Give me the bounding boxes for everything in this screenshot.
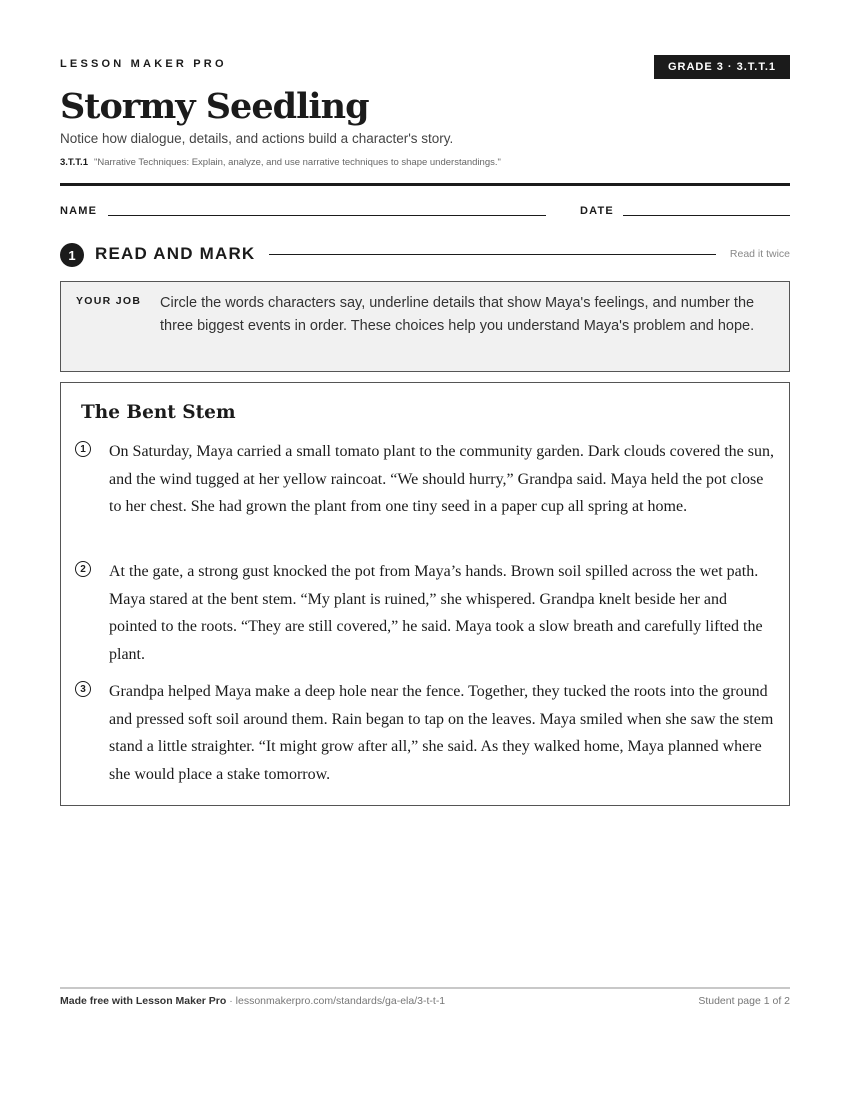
footer-link[interactable]: · lessonmakerpro.com/standards/ga-ela/3-t-t-1 bbox=[226, 995, 446, 1007]
standard-line bbox=[60, 157, 501, 168]
standard-code: 3.T.T.1 bbox=[60, 157, 88, 168]
paragraph-text: On Saturday, Maya carried a small tomato plant to the community garden. Dark clouds covered the sun, and the wind tugged at her yellow raincoat. “We should hurry,” Grandpa said. Maya held the pot close to her chest. She had grown the plant from one tiny seed in a paper cup all spring at home. bbox=[109, 443, 774, 515]
page-subtitle: Notice how dialogue, details, and actions build a character's story. bbox=[60, 131, 454, 146]
footer-divider bbox=[60, 987, 790, 989]
date-field[interactable] bbox=[623, 215, 790, 216]
paragraph-text: Grandpa helped Maya make a deep hole near the fence. Together, they tucked the roots into the ground and pressed soft soil around them. Rain began to tap on the leaves. Maya smiled when she saw the stem stand a little straighter. “It might grow after all,” she said. As they walked home, Maya planned where she would place a stake tomorrow. bbox=[109, 683, 774, 783]
footer-page-number: Student page 1 of 2 bbox=[698, 995, 790, 1007]
paragraph-text: At the gate, a strong gust knocked the pot from Maya’s hands. Brown soil spilled across the wet path. Maya stared at the bent stem. “My plant is ruined,” she whispered. Grandpa knelt beside her and pointed to the roots. “They are still covered,” he said. Maya took a slow breath and carefully lifted the plant. bbox=[109, 563, 763, 663]
page-title: Stormy Seedling bbox=[60, 86, 369, 127]
footer-credit bbox=[60, 995, 445, 1007]
name-label: NAME bbox=[60, 205, 98, 217]
paragraph-number-badge: 3 bbox=[75, 681, 91, 697]
grade-badge: GRADE 3 · 3.T.T.1 bbox=[654, 55, 790, 79]
your-job-label: YOUR JOB bbox=[76, 295, 142, 307]
paragraph-number-badge: 2 bbox=[75, 561, 91, 577]
your-job-box bbox=[60, 281, 790, 372]
section-title: READ AND MARK bbox=[95, 244, 256, 263]
standard-description: "Narrative Techniques: Explain, analyze, and use narrative techniques to shape understandings." bbox=[94, 157, 501, 168]
section-number-badge: 1 bbox=[60, 243, 84, 267]
section-divider bbox=[269, 254, 716, 255]
header-divider bbox=[60, 183, 790, 186]
brand-name: LESSON MAKER PRO bbox=[60, 58, 227, 70]
section-hint: Read it twice bbox=[729, 248, 790, 260]
name-field[interactable] bbox=[108, 215, 546, 216]
your-job-instructions: Circle the words characters say, underline details that show Maya's feelings, and number the three biggest events in order. These choices help you understand Maya's problem and hope. bbox=[160, 295, 755, 334]
date-label: DATE bbox=[580, 205, 614, 217]
story-box bbox=[60, 382, 790, 806]
paragraph-number-badge: 1 bbox=[75, 441, 91, 457]
worksheet-page bbox=[60, 0, 790, 1100]
footer-made-with: Made free with Lesson Maker Pro bbox=[60, 995, 227, 1007]
story-title: The Bent Stem bbox=[81, 402, 236, 423]
